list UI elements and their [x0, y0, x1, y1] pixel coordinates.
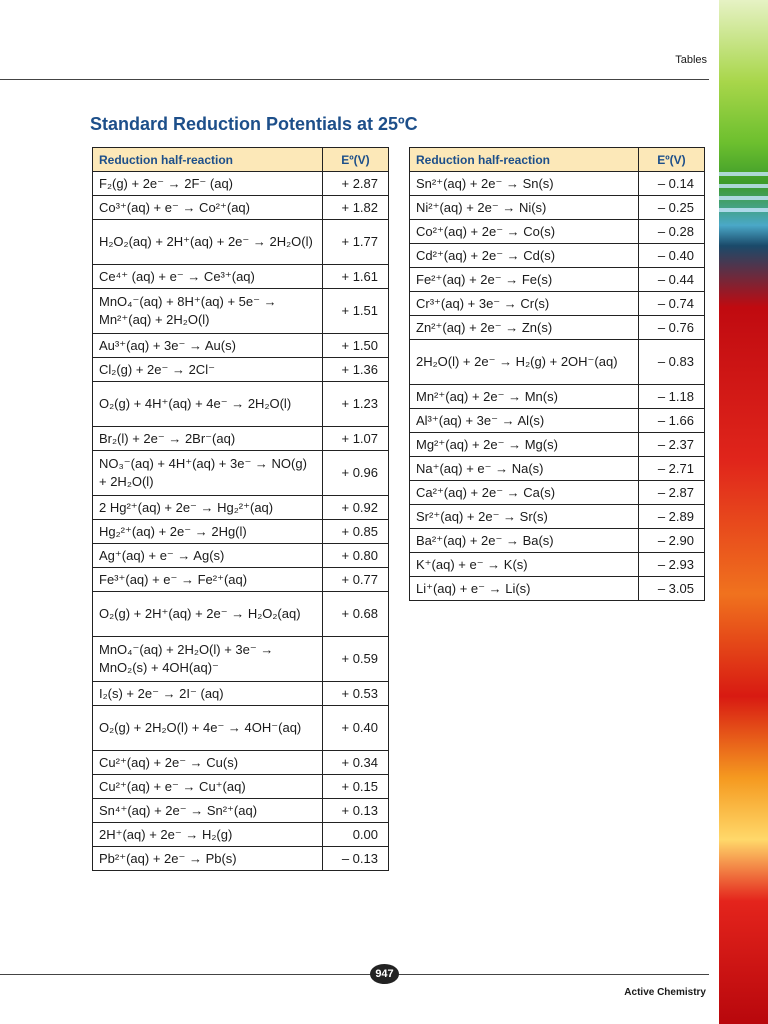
table-row: [93, 799, 389, 823]
potential-cell: + 0.34: [323, 751, 389, 775]
half-reaction-cell: O₂(g) + 4H⁺(aq) + 4e⁻ → 2H₂O(l): [93, 382, 323, 427]
potential-cell: + 1.61: [323, 265, 389, 289]
half-reaction-cell: Sr²⁺(aq) + 2e⁻ → Sr(s): [410, 505, 639, 529]
half-reaction-cell: Pb²⁺(aq) + 2e⁻ → Pb(s): [93, 847, 323, 871]
section-label: Tables: [675, 54, 707, 66]
table-header-row: [93, 148, 389, 172]
half-reaction-cell: Mg²⁺(aq) + 2e⁻ → Mg(s): [410, 433, 639, 457]
potential-column-header: Eº(V): [639, 148, 705, 172]
potential-cell: – 0.14: [639, 172, 705, 196]
potential-cell: – 0.76: [639, 316, 705, 340]
footer-divider: [0, 974, 709, 975]
half-reaction-cell: Ba²⁺(aq) + 2e⁻ → Ba(s): [410, 529, 639, 553]
potential-cell: + 0.96: [323, 451, 389, 496]
potential-cell: + 2.87: [323, 172, 389, 196]
potential-cell: – 0.25: [639, 196, 705, 220]
table-row: [93, 520, 389, 544]
potential-cell: – 2.71: [639, 457, 705, 481]
potential-cell: + 0.13: [323, 799, 389, 823]
table-row: [410, 433, 705, 457]
half-reaction-cell: H₂O₂(aq) + 2H⁺(aq) + 2e⁻ → 2H₂O(l): [93, 220, 323, 265]
potential-cell: + 1.50: [323, 334, 389, 358]
half-reaction-cell: O₂(g) + 2H⁺(aq) + 2e⁻ → H₂O₂(aq): [93, 592, 323, 637]
potential-cell: + 0.77: [323, 568, 389, 592]
half-reaction-cell: Zn²⁺(aq) + 2e⁻ → Zn(s): [410, 316, 639, 340]
half-reaction-cell: F₂(g) + 2e⁻ → 2F⁻ (aq): [93, 172, 323, 196]
table-row: [410, 553, 705, 577]
reduction-potentials-table-left: [92, 147, 389, 871]
table-row: [93, 289, 389, 334]
half-reaction-cell: MnO₄⁻(aq) + 2H₂O(l) + 3e⁻ → MnO₂(s) + 4OH(aq)⁻: [93, 637, 323, 682]
half-reaction-cell: Al³⁺(aq) + 3e⁻ → Al(s): [410, 409, 639, 433]
table-row: [93, 568, 389, 592]
half-reaction-cell: O₂(g) + 2H₂O(l) + 4e⁻ → 4OH⁻(aq): [93, 706, 323, 751]
potential-cell: – 2.90: [639, 529, 705, 553]
table-row: [410, 292, 705, 316]
reduction-potentials-table-right: [409, 147, 705, 601]
half-reaction-cell: Fe³⁺(aq) + e⁻ → Fe²⁺(aq): [93, 568, 323, 592]
potential-cell: + 0.40: [323, 706, 389, 751]
table-row: [93, 265, 389, 289]
table-row: [93, 592, 389, 637]
potential-cell: + 1.82: [323, 196, 389, 220]
half-reaction-cell: Br₂(l) + 2e⁻ → 2Br⁻(aq): [93, 427, 323, 451]
table-row: [93, 334, 389, 358]
potential-cell: – 0.13: [323, 847, 389, 871]
potential-cell: + 0.92: [323, 496, 389, 520]
potential-cell: – 0.44: [639, 268, 705, 292]
half-reaction-cell: NO₃⁻(aq) + 4H⁺(aq) + 3e⁻ → NO(g) + 2H₂O(l): [93, 451, 323, 496]
half-reaction-cell: Co²⁺(aq) + 2e⁻ → Co(s): [410, 220, 639, 244]
potential-cell: + 0.80: [323, 544, 389, 568]
potential-cell: – 3.05: [639, 577, 705, 601]
potential-cell: – 1.18: [639, 385, 705, 409]
potential-cell: + 0.53: [323, 682, 389, 706]
half-reaction-cell: Na⁺(aq) + e⁻ → Na(s): [410, 457, 639, 481]
table-row: [93, 637, 389, 682]
half-reaction-cell: 2H⁺(aq) + 2e⁻ → H₂(g): [93, 823, 323, 847]
potential-cell: + 1.51: [323, 289, 389, 334]
potential-cell: – 2.89: [639, 505, 705, 529]
potential-cell: – 1.66: [639, 409, 705, 433]
half-reaction-cell: Sn⁴⁺(aq) + 2e⁻ → Sn²⁺(aq): [93, 799, 323, 823]
half-reaction-cell: Cu²⁺(aq) + 2e⁻ → Cu(s): [93, 751, 323, 775]
half-reaction-cell: 2 Hg²⁺(aq) + 2e⁻ → Hg₂²⁺(aq): [93, 496, 323, 520]
table-row: [410, 481, 705, 505]
half-reaction-cell: Fe²⁺(aq) + 2e⁻ → Fe(s): [410, 268, 639, 292]
header-divider: [0, 79, 709, 80]
potential-column-header: Eº(V): [323, 148, 389, 172]
reaction-column-header: Reduction half-reaction: [93, 148, 323, 172]
potential-cell: – 0.28: [639, 220, 705, 244]
table-row: [410, 172, 705, 196]
half-reaction-cell: Ag⁺(aq) + e⁻ → Ag(s): [93, 544, 323, 568]
table-row: [93, 682, 389, 706]
potential-cell: + 1.36: [323, 358, 389, 382]
potential-cell: + 1.23: [323, 382, 389, 427]
half-reaction-cell: Sn²⁺(aq) + 2e⁻ → Sn(s): [410, 172, 639, 196]
table-row: [410, 457, 705, 481]
potential-cell: – 0.83: [639, 340, 705, 385]
table-row: [410, 220, 705, 244]
potential-cell: + 0.68: [323, 592, 389, 637]
potential-cell: + 1.07: [323, 427, 389, 451]
table-row: [93, 358, 389, 382]
table-row: [410, 409, 705, 433]
half-reaction-cell: MnO₄⁻(aq) + 8H⁺(aq) + 5e⁻ → Mn²⁺(aq) + 2H₂O(l): [93, 289, 323, 334]
half-reaction-cell: Li⁺(aq) + e⁻ → Li(s): [410, 577, 639, 601]
table-row: [410, 316, 705, 340]
half-reaction-cell: Au³⁺(aq) + 3e⁻ → Au(s): [93, 334, 323, 358]
half-reaction-cell: Cd²⁺(aq) + 2e⁻ → Cd(s): [410, 244, 639, 268]
half-reaction-cell: Hg₂²⁺(aq) + 2e⁻ → 2Hg(l): [93, 520, 323, 544]
table-row: [410, 505, 705, 529]
table-row: [93, 706, 389, 751]
table-row: [93, 451, 389, 496]
potential-cell: + 0.59: [323, 637, 389, 682]
table-header-row: [410, 148, 705, 172]
potential-cell: + 0.85: [323, 520, 389, 544]
table-row: [93, 847, 389, 871]
half-reaction-cell: Cu²⁺(aq) + e⁻ → Cu⁺(aq): [93, 775, 323, 799]
decorative-side-image: [719, 0, 768, 1024]
half-reaction-cell: Ni²⁺(aq) + 2e⁻ → Ni(s): [410, 196, 639, 220]
table-row: [410, 577, 705, 601]
table-row: [93, 751, 389, 775]
table-row: [93, 382, 389, 427]
half-reaction-cell: Mn²⁺(aq) + 2e⁻ → Mn(s): [410, 385, 639, 409]
table-row: [410, 268, 705, 292]
potential-cell: – 0.74: [639, 292, 705, 316]
table-row: [410, 340, 705, 385]
half-reaction-cell: Cr³⁺(aq) + 3e⁻ → Cr(s): [410, 292, 639, 316]
potential-cell: 0.00: [323, 823, 389, 847]
page-number: 947: [370, 964, 399, 984]
potential-cell: – 2.37: [639, 433, 705, 457]
potential-cell: + 1.77: [323, 220, 389, 265]
table-row: [93, 427, 389, 451]
table-row: [93, 172, 389, 196]
table-row: [93, 196, 389, 220]
table-row: [410, 196, 705, 220]
table-row: [93, 823, 389, 847]
potential-cell: – 2.93: [639, 553, 705, 577]
potential-cell: + 0.15: [323, 775, 389, 799]
half-reaction-cell: Ce⁴⁺ (aq) + e⁻ → Ce³⁺(aq): [93, 265, 323, 289]
half-reaction-cell: I₂(s) + 2e⁻ → 2I⁻ (aq): [93, 682, 323, 706]
table-row: [410, 529, 705, 553]
half-reaction-cell: Ca²⁺(aq) + 2e⁻ → Ca(s): [410, 481, 639, 505]
potential-cell: – 0.40: [639, 244, 705, 268]
table-row: [93, 496, 389, 520]
table-row: [410, 385, 705, 409]
potential-cell: – 2.87: [639, 481, 705, 505]
book-title: Active Chemistry: [624, 987, 706, 998]
table-row: [410, 244, 705, 268]
table-row: [93, 220, 389, 265]
half-reaction-cell: K⁺(aq) + e⁻ → K(s): [410, 553, 639, 577]
page-title: Standard Reduction Potentials at 25ºC: [90, 114, 418, 134]
half-reaction-cell: 2H₂O(l) + 2e⁻ → H₂(g) + 2OH⁻(aq): [410, 340, 639, 385]
half-reaction-cell: Cl₂(g) + 2e⁻ → 2Cl⁻: [93, 358, 323, 382]
table-row: [93, 775, 389, 799]
reaction-column-header: Reduction half-reaction: [410, 148, 639, 172]
half-reaction-cell: Co³⁺(aq) + e⁻ → Co²⁺(aq): [93, 196, 323, 220]
table-row: [93, 544, 389, 568]
